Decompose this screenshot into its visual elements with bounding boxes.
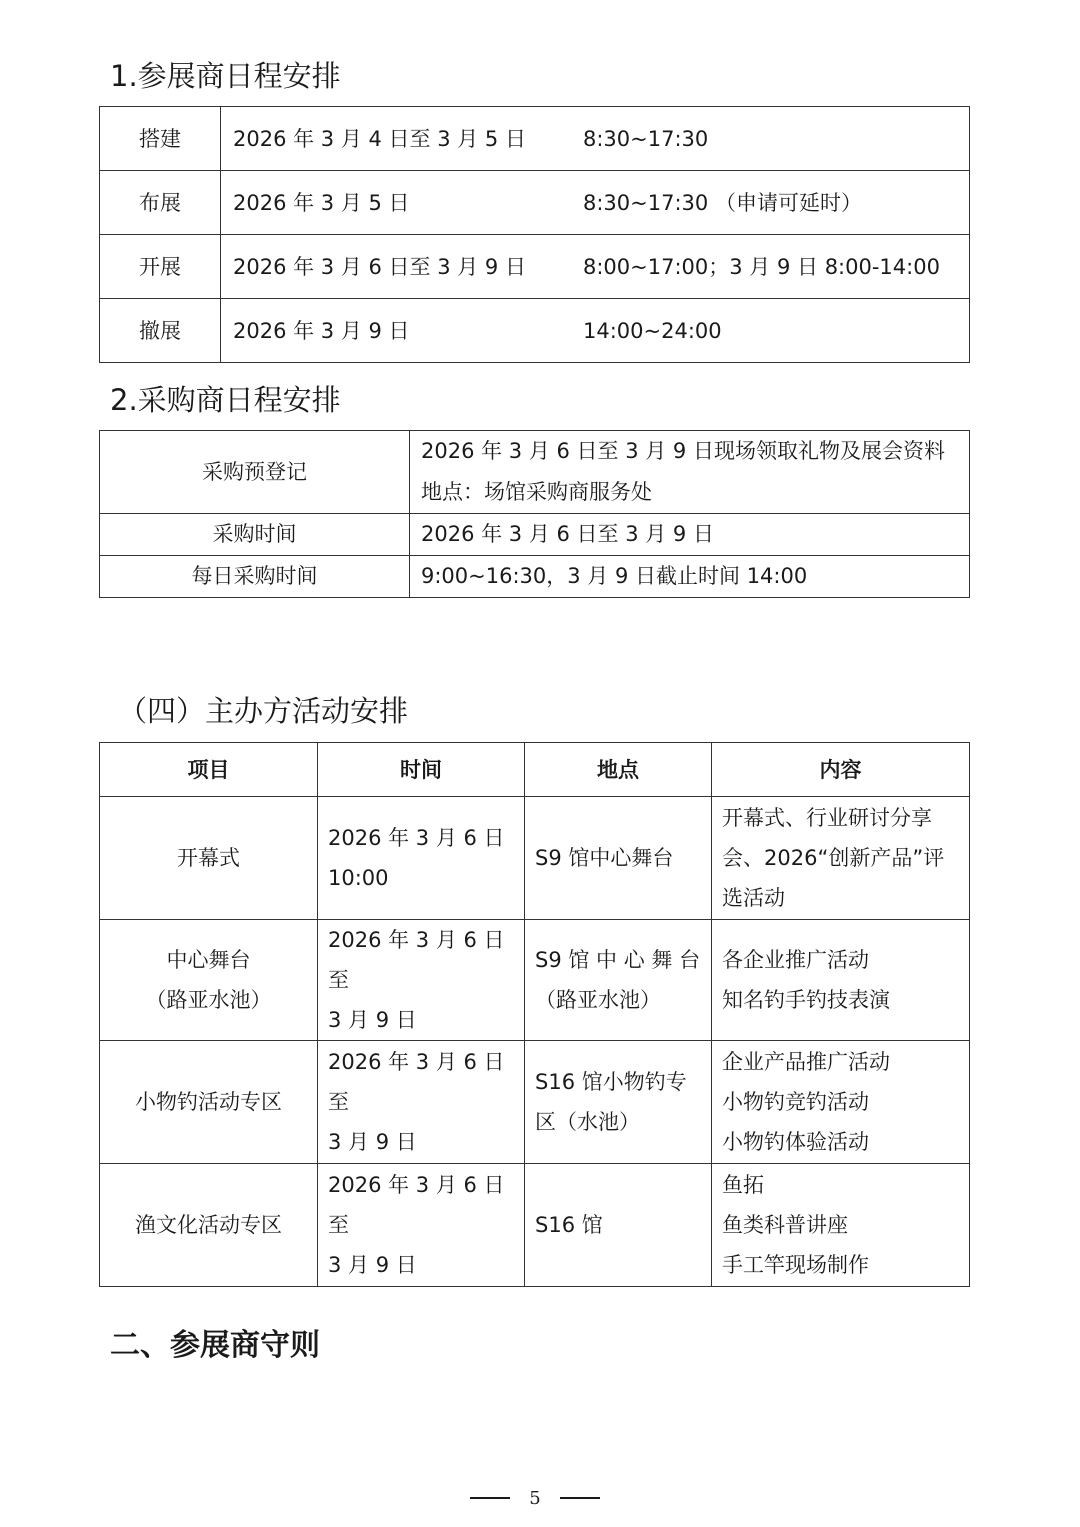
table-row — [100, 171, 970, 235]
page-number: 5 — [529, 1487, 541, 1509]
event-place-line: S16 馆小物钓专 — [535, 1070, 687, 1094]
event-content-line: 鱼类科普讲座 — [722, 1213, 848, 1237]
column-header-time: 时间 — [318, 743, 525, 797]
buyer-detail-line: 2026 年 3 月 6 日至 3 月 9 日 — [421, 522, 714, 546]
buyer-detail-line: 2026 年 3 月 6 日至 3 月 9 日现场领取礼物及展会资料 — [421, 439, 945, 463]
event-content-line: 各企业推广活动 — [722, 948, 869, 972]
table-row — [100, 235, 970, 299]
buyer-detail-line: 9:00~16:30，3 月 9 日截止时间 14:00 — [421, 564, 808, 588]
schedule-label: 开展 — [100, 235, 221, 299]
event-time-line: 3 月 9 日 — [328, 1008, 417, 1032]
section-title-organizer-events: （四）主办方活动安排 — [118, 694, 409, 728]
section-title-exhibitor-rules: 二、参展商守则 — [110, 1328, 320, 1363]
event-time-line: 2026 年 3 月 6 日 — [328, 826, 505, 850]
event-time-line: 10:00 — [328, 866, 389, 890]
exhibitor-schedule-table — [99, 106, 970, 363]
event-content-line: 知名钓手钓技表演 — [722, 988, 890, 1012]
event-time-line: 2026 年 3 月 6 日至 — [328, 1050, 505, 1114]
event-item: 中心舞台 — [166, 948, 251, 972]
table-row — [100, 431, 970, 514]
event-content-line: 鱼拓 — [722, 1173, 764, 1197]
schedule-time: 8:30~17:30 （申请可延时） — [583, 190, 862, 215]
buyer-label: 每日采购时间 — [100, 556, 410, 598]
event-content-line: 小物钓竞钓活动 — [722, 1090, 869, 1114]
buyer-label: 采购时间 — [100, 514, 410, 556]
event-time-line: 3 月 9 日 — [328, 1253, 417, 1277]
event-time-line: 3 月 9 日 — [328, 1130, 417, 1154]
table-row — [100, 920, 970, 1041]
page-footer — [470, 1486, 600, 1510]
section-title-exhibitor-schedule: 1.参展商日程安排 — [110, 59, 341, 93]
schedule-time: 8:30~17:30 — [583, 126, 709, 151]
schedule-label: 布展 — [100, 171, 221, 235]
table-header-row — [100, 743, 970, 797]
footer-divider — [560, 1497, 600, 1499]
event-content-line: 小物钓体验活动 — [722, 1130, 869, 1154]
table-row — [100, 299, 970, 363]
event-item: 开幕式 — [177, 846, 240, 870]
event-content-line: 手工竿现场制作 — [722, 1253, 869, 1277]
event-time-line: 2026 年 3 月 6 日至 — [328, 1173, 505, 1237]
table-row — [100, 1041, 970, 1164]
schedule-label: 撤展 — [100, 299, 221, 363]
schedule-label: 搭建 — [100, 107, 221, 171]
event-place-line: S9 馆 中 心 舞 台 — [535, 948, 701, 972]
table-row — [100, 514, 970, 556]
event-place-line: 区（水池） — [535, 1110, 640, 1134]
event-content-line: 开幕式、行业研讨分享 — [722, 806, 932, 830]
column-header-item: 项目 — [100, 743, 318, 797]
event-place-line: S16 馆 — [535, 1213, 603, 1237]
event-place-line: （路亚水池） — [535, 988, 661, 1012]
event-place-line: S9 馆中心舞台 — [535, 846, 674, 870]
buyer-label: 采购预登记 — [100, 431, 410, 514]
schedule-date: 2026 年 3 月 5 日 — [233, 190, 410, 215]
table-row — [100, 556, 970, 598]
column-header-content: 内容 — [712, 743, 970, 797]
footer-divider — [470, 1497, 510, 1499]
event-content-line: 选活动 — [722, 886, 785, 910]
schedule-time: 14:00~24:00 — [583, 318, 722, 343]
event-item: 小物钓活动专区 — [135, 1090, 282, 1114]
column-header-place: 地点 — [525, 743, 712, 797]
organizer-events-table — [99, 742, 970, 1287]
table-row — [100, 107, 970, 171]
table-row — [100, 1164, 970, 1287]
buyer-schedule-table — [99, 430, 970, 598]
schedule-date: 2026 年 3 月 9 日 — [233, 318, 410, 343]
event-item: （路亚水池） — [145, 988, 272, 1012]
table-row — [100, 797, 970, 920]
event-time-line: 2026 年 3 月 6 日至 — [328, 928, 505, 992]
schedule-date: 2026 年 3 月 6 日至 3 月 9 日 — [233, 254, 526, 279]
section-title-buyer-schedule: 2.采购商日程安排 — [110, 383, 341, 417]
schedule-time: 8:00~17:00；3 月 9 日 8:00-14:00 — [583, 254, 940, 279]
schedule-date: 2026 年 3 月 4 日至 3 月 5 日 — [233, 126, 526, 151]
event-item: 渔文化活动专区 — [135, 1213, 282, 1237]
event-content-line: 企业产品推广活动 — [722, 1050, 890, 1074]
event-content-line: 会、2026“创新产品”评 — [722, 846, 945, 870]
buyer-detail-line: 地点：场馆采购商服务处 — [421, 480, 652, 504]
